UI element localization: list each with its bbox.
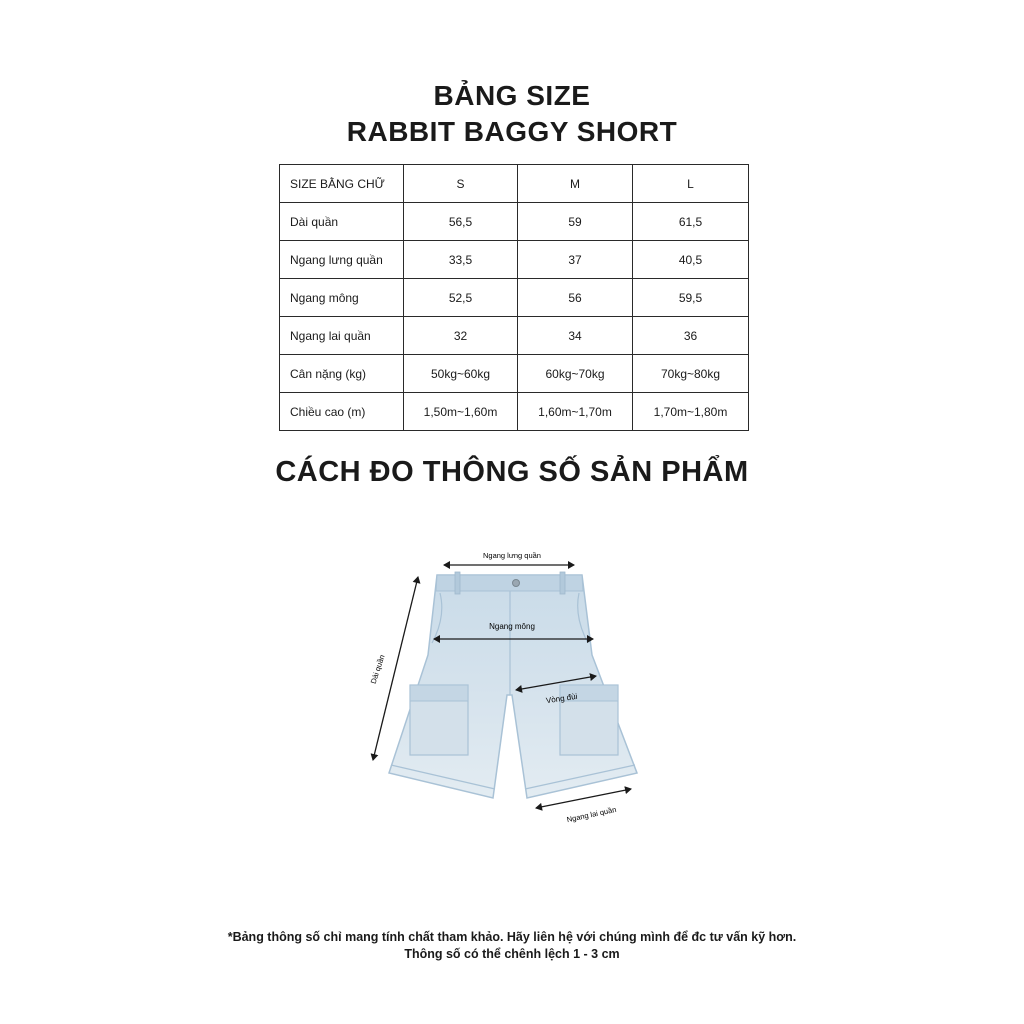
table-cell: 33,5	[404, 241, 518, 279]
product-name: RABBIT BAGGY SHORT	[346, 116, 678, 147]
waist-label: Ngang lưng quần	[483, 551, 541, 560]
table-cell: 60kg~70kg	[518, 355, 633, 393]
table-header-cell: M	[518, 165, 633, 203]
table-cell: 61,5	[633, 203, 749, 241]
table-header-cell: S	[404, 165, 518, 203]
button	[513, 580, 520, 587]
table-row	[280, 279, 749, 317]
table-cell: 50kg~60kg	[404, 355, 518, 393]
belt-loop	[560, 572, 565, 594]
table-cell: 56,5	[404, 203, 518, 241]
row-label: Chiều cao (m)	[280, 393, 404, 431]
tolerance-note: Thông số có thể chênh lệch 1 - 3 cm	[404, 947, 620, 961]
table-row	[280, 355, 749, 393]
table-cell: 40,5	[633, 241, 749, 279]
row-label: Ngang lưng quần	[280, 241, 404, 279]
row-label: Dài quần	[280, 203, 404, 241]
row-label: Ngang lai quần	[280, 317, 404, 355]
table-cell: 36	[633, 317, 749, 355]
size-chart-title: BẢNG SIZE	[433, 80, 591, 111]
table-cell: 1,70m~1,80m	[633, 393, 749, 431]
table-cell: 59,5	[633, 279, 749, 317]
measure-guide-title: CÁCH ĐO THÔNG SỐ SẢN PHẨM	[275, 456, 749, 488]
table-row	[280, 317, 749, 355]
hem-label: Ngang lai quần	[565, 804, 618, 825]
thigh-label: Vòng đùi	[545, 691, 578, 706]
belt-loop	[455, 572, 460, 594]
table-cell: 37	[518, 241, 633, 279]
table-cell: 32	[404, 317, 518, 355]
table-cell: 59	[518, 203, 633, 241]
table-row	[280, 241, 749, 279]
cargo-pocket-flap	[410, 685, 468, 701]
table-cell: 70kg~80kg	[633, 355, 749, 393]
table-row	[280, 393, 749, 431]
table-header-row	[280, 165, 749, 203]
table-cell: 34	[518, 317, 633, 355]
table-cell: 52,5	[404, 279, 518, 317]
shorts-measurement-diagram	[360, 545, 660, 835]
size-table	[279, 164, 749, 431]
table-header-cell: SIZE BẰNG CHỮ	[280, 165, 404, 203]
table-row	[280, 203, 749, 241]
table-cell: 1,60m~1,70m	[518, 393, 633, 431]
disclaimer-note: *Bảng thông số chỉ mang tính chất tham khảo. Hãy liên hệ với chúng mình để đc tư vấn kỹ hơn.	[227, 930, 797, 944]
row-label: Cân nặng (kg)	[280, 355, 404, 393]
table-cell: 56	[518, 279, 633, 317]
row-label: Ngang mông	[280, 279, 404, 317]
hip-label: Ngang mông	[489, 622, 535, 631]
table-header-cell: L	[633, 165, 749, 203]
shorts-illustration	[389, 572, 637, 798]
length-label: Dài quần	[368, 653, 387, 685]
table-cell: 1,50m~1,60m	[404, 393, 518, 431]
